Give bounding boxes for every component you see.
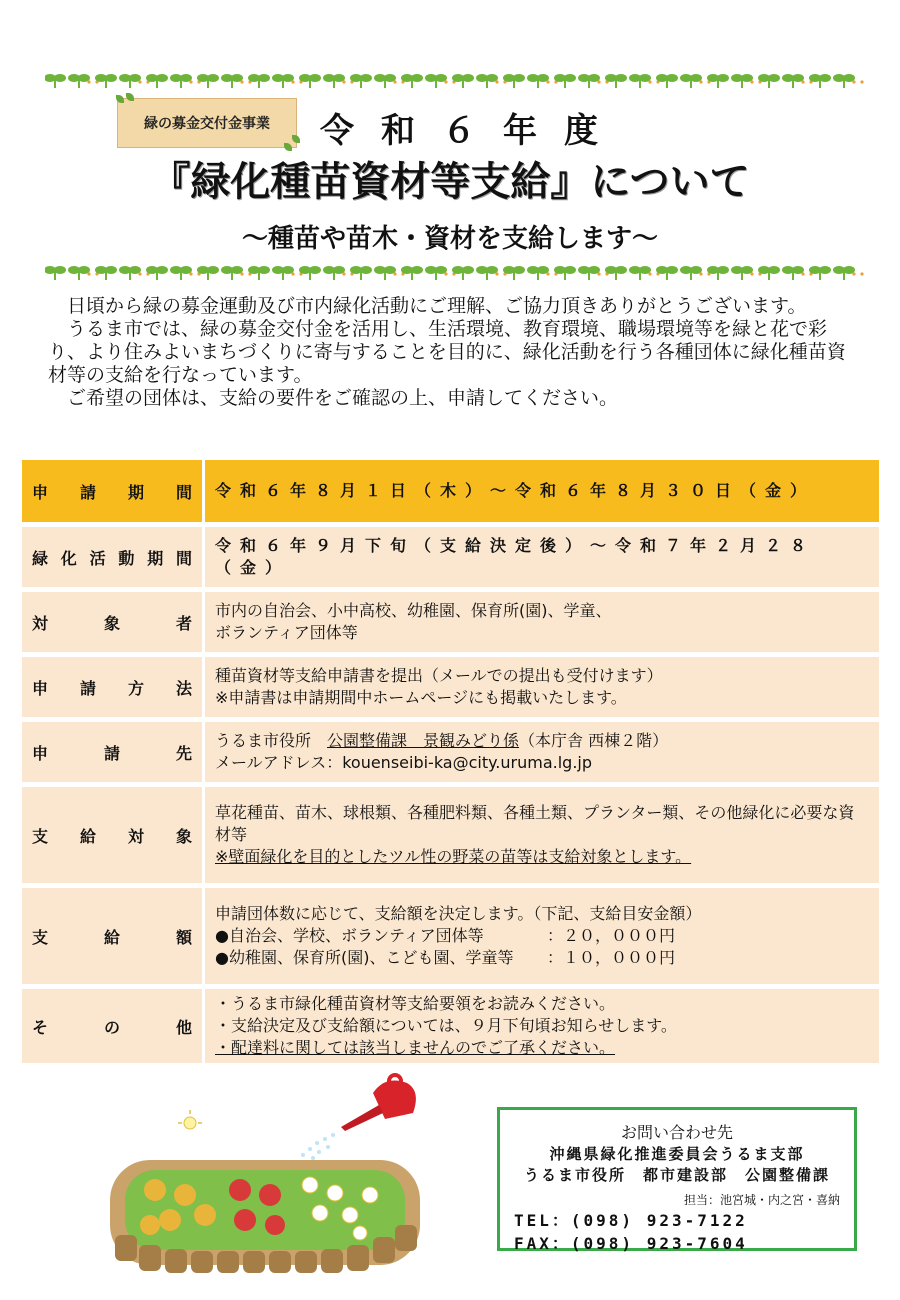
- sprout-icon: [605, 266, 627, 280]
- sprout-icon: [527, 266, 549, 280]
- row-label: 申請先: [32, 743, 192, 763]
- sprout-icon: [146, 74, 168, 88]
- info-table: [22, 455, 879, 1068]
- sprout-icon: [527, 74, 549, 88]
- sprout-icon: [299, 74, 321, 88]
- page-title: 『緑化種苗資材等支給』について: [150, 159, 750, 205]
- contact-phone[interactable]: TEL：(098) 923-7122: [514, 1211, 748, 1230]
- row-value: 令和６年８月１日（木）～令和６年８月３０日（金）: [205, 460, 879, 522]
- flowerbed-illustration: [95, 1065, 455, 1275]
- row-value-line: [215, 730, 869, 752]
- amount-value: ：１０，０００円: [547, 948, 676, 967]
- sprout-icon: [656, 266, 678, 280]
- dot-decoration: [393, 272, 396, 275]
- sprout-icon: [731, 266, 753, 280]
- dot-decoration: [342, 80, 345, 83]
- sprout-icon: [680, 74, 702, 88]
- sprout-icon: [272, 74, 294, 88]
- sprout-icon: [401, 266, 423, 280]
- row-label: 支給対象: [32, 826, 192, 846]
- row-value-line: ・支給決定及び支給額については、９月下旬頃お知らせします。: [215, 1016, 677, 1035]
- sprout-icon: [170, 74, 192, 88]
- sprout-border-bottom: [45, 262, 865, 284]
- sprout-icon: [425, 266, 447, 280]
- intro-paragraph: ご希望の団体は、支給の要件をご確認の上、申請してください。: [67, 387, 619, 409]
- title-year: 令和６年度: [320, 111, 625, 151]
- dot-decoration: [597, 272, 600, 275]
- watering-can-icon: [341, 1075, 416, 1131]
- row-value-line: ・配達料に関しては該当しませんのでご了承ください。: [215, 1038, 616, 1057]
- dot-decoration: [87, 272, 90, 275]
- amount-line: [215, 947, 869, 969]
- row-label: 申請期間: [32, 482, 192, 502]
- row-supply-items: [22, 787, 879, 883]
- row-value-line: 種苗資材等支給申請書を提出（メールでの提出も受付けます）: [215, 666, 663, 685]
- sprout-icon: [197, 266, 219, 280]
- row-value-line: ※申請書は申請期間中ホームページにも掲載いたします。: [215, 688, 627, 707]
- page-subtitle: ～種苗や苗木・資材を支給します～: [241, 224, 658, 254]
- dot-decoration: [138, 272, 141, 275]
- sprout-icon: [554, 266, 576, 280]
- sprout-border-top: [45, 70, 865, 92]
- sprout-icon: [248, 74, 270, 88]
- dot-decoration: [138, 80, 141, 83]
- sprout-icon: [833, 74, 855, 88]
- sprout-icon: [146, 266, 168, 280]
- amount-group: ●自治会、学校、ボランティア団体等: [215, 926, 484, 945]
- sprout-icon: [578, 74, 600, 88]
- sprout-icon: [425, 74, 447, 88]
- sprout-icon: [758, 74, 780, 88]
- floor-info: （本庁舎 西棟２階）: [519, 731, 669, 750]
- sprout-icon: [221, 266, 243, 280]
- dot-decoration: [699, 80, 702, 83]
- amount-value: ：２０，０００円: [547, 926, 676, 945]
- contact-heading: お問い合わせ先: [620, 1123, 733, 1142]
- contact-org: 沖縄県緑化推進委員会うるま支部: [549, 1145, 805, 1163]
- sprout-icon: [782, 74, 804, 88]
- intro-paragraph: うるま市では、緑の募金交付金を活用し、生活環境、教育環境、職場環境等を緑と花で彩り、より住みよいまちづくりに寄与することを目的に、緑化活動を行う各種団体に緑化種苗資材等の支給を行なっています。: [48, 318, 846, 386]
- sprout-icon: [95, 74, 117, 88]
- dot-decoration: [291, 272, 294, 275]
- intro-text: [48, 295, 863, 410]
- sprout-icon: [809, 266, 831, 280]
- contact-box: [497, 1107, 857, 1251]
- dot-decoration: [495, 272, 498, 275]
- email-label: メールアドレス：: [215, 753, 343, 772]
- dot-decoration: [648, 80, 651, 83]
- sprout-icon: [782, 266, 804, 280]
- sprout-icon: [680, 266, 702, 280]
- dot-decoration: [87, 80, 90, 83]
- sprout-icon: [758, 266, 780, 280]
- row-value-line: 市内の自治会、小中高校、幼稚園、保育所(園)、学童、: [215, 601, 612, 620]
- sprout-icon: [503, 74, 525, 88]
- sprout-icon: [248, 266, 270, 280]
- sprout-icon: [629, 74, 651, 88]
- email-address[interactable]: kouenseibi-ka@city.uruma.lg.jp: [342, 753, 593, 772]
- sprout-icon: [401, 74, 423, 88]
- intro-paragraph: 日頃から緑の募金運動及び市内緑化活動にご理解、ご協力頂きありがとうございます。: [67, 295, 807, 317]
- sprout-icon: [476, 74, 498, 88]
- dot-decoration: [852, 272, 855, 275]
- dot-decoration: [291, 80, 294, 83]
- sprout-icon: [323, 74, 345, 88]
- row-label: 対象者: [32, 613, 192, 633]
- sprout-icon: [197, 74, 219, 88]
- sprout-icon: [731, 74, 753, 88]
- sprout-icon: [350, 266, 372, 280]
- sprout-icon: [221, 74, 243, 88]
- dot-decoration: [393, 80, 396, 83]
- sprout-icon: [272, 266, 294, 280]
- sprout-icon: [809, 74, 831, 88]
- row-amount: [22, 888, 879, 984]
- row-value-line: ・うるま市緑化種苗資材等支給要領をお読みください。: [215, 994, 616, 1013]
- office-name: うるま市役所: [215, 731, 312, 750]
- lightbulb-icon: [178, 1110, 202, 1129]
- amount-line: [215, 925, 869, 947]
- dot-decoration: [750, 272, 753, 275]
- sprout-icon: [452, 266, 474, 280]
- dot-decoration: [546, 80, 549, 83]
- sprout-icon: [476, 266, 498, 280]
- dot-decoration: [852, 80, 855, 83]
- row-label: その他: [32, 1017, 192, 1037]
- row-value: 令和６年９月下旬（支給決定後）～令和７年２月２８（金）: [205, 527, 879, 587]
- dot-decoration: [699, 272, 702, 275]
- sprout-icon: [374, 74, 396, 88]
- contact-staff: 担当：池宮城・内之宮・喜納: [683, 1193, 840, 1207]
- sprout-icon: [707, 266, 729, 280]
- dot-decoration: [240, 80, 243, 83]
- water-spray: [301, 1133, 335, 1160]
- sprout-icon: [119, 74, 141, 88]
- sprout-icon: [95, 266, 117, 280]
- dot-decoration: [860, 80, 863, 83]
- program-badge: [117, 98, 297, 148]
- flowerbed-icon: [110, 1160, 420, 1273]
- contact-fax: FAX：(098) 923-7604: [514, 1234, 748, 1253]
- sprout-icon: [578, 266, 600, 280]
- sprout-icon: [605, 74, 627, 88]
- sprout-icon: [452, 74, 474, 88]
- dot-decoration: [444, 80, 447, 83]
- dot-decoration: [648, 272, 651, 275]
- sprout-icon: [170, 266, 192, 280]
- badge-label: 緑の募金交付金事業: [144, 116, 270, 132]
- amount-group: ●幼稚園、保育所(園)、こども園、学童等: [215, 948, 514, 967]
- dot-decoration: [189, 272, 192, 275]
- sprout-icon: [629, 266, 651, 280]
- row-value-line: ボランティア団体等: [215, 623, 358, 642]
- row-label: 緑化活動期間: [32, 548, 192, 568]
- sprout-icon: [833, 266, 855, 280]
- row-value-line: [215, 752, 869, 774]
- sprout-icon: [374, 266, 396, 280]
- row-destination: [22, 722, 879, 782]
- dot-decoration: [342, 272, 345, 275]
- sprout-icon: [68, 74, 90, 88]
- row-activity-period: [22, 527, 879, 587]
- sprout-icon: [45, 266, 66, 280]
- sprout-icon: [299, 266, 321, 280]
- sprout-icon: [554, 74, 576, 88]
- dot-decoration: [860, 272, 863, 275]
- row-value-line: 申請団体数に応じて、支給額を決定します。（下記、支給目安金額）: [215, 904, 702, 923]
- row-value-line: 草花種苗、苗木、球根類、各種肥料類、各種土類、プランター類、その他緑化に必要な資材等: [215, 803, 855, 844]
- sprout-icon: [68, 266, 90, 280]
- sprout-icon: [350, 74, 372, 88]
- contact-dept: うるま市役所 都市建設部 公園整備課: [523, 1166, 830, 1184]
- row-target: [22, 592, 879, 652]
- row-method: [22, 657, 879, 717]
- sprout-icon: [707, 74, 729, 88]
- row-label: 申請方法: [32, 678, 192, 698]
- row-other: [22, 989, 879, 1063]
- dot-decoration: [444, 272, 447, 275]
- row-value-note: ※壁面緑化を目的としたツル性の野菜の苗等は支給対象とします。: [215, 847, 692, 866]
- sprout-icon: [45, 74, 66, 88]
- dot-decoration: [801, 80, 804, 83]
- dot-decoration: [801, 272, 804, 275]
- sprout-icon: [503, 266, 525, 280]
- dot-decoration: [546, 272, 549, 275]
- sprout-icon: [119, 266, 141, 280]
- sprout-icon: [656, 74, 678, 88]
- row-label: 支給額: [32, 927, 192, 947]
- sprout-icon: [323, 266, 345, 280]
- dot-decoration: [495, 80, 498, 83]
- dot-decoration: [597, 80, 600, 83]
- row-application-period: [22, 460, 879, 522]
- dot-decoration: [189, 80, 192, 83]
- dot-decoration: [240, 272, 243, 275]
- dot-decoration: [750, 80, 753, 83]
- department-name: 公園整備課 景観みどり係: [327, 731, 520, 750]
